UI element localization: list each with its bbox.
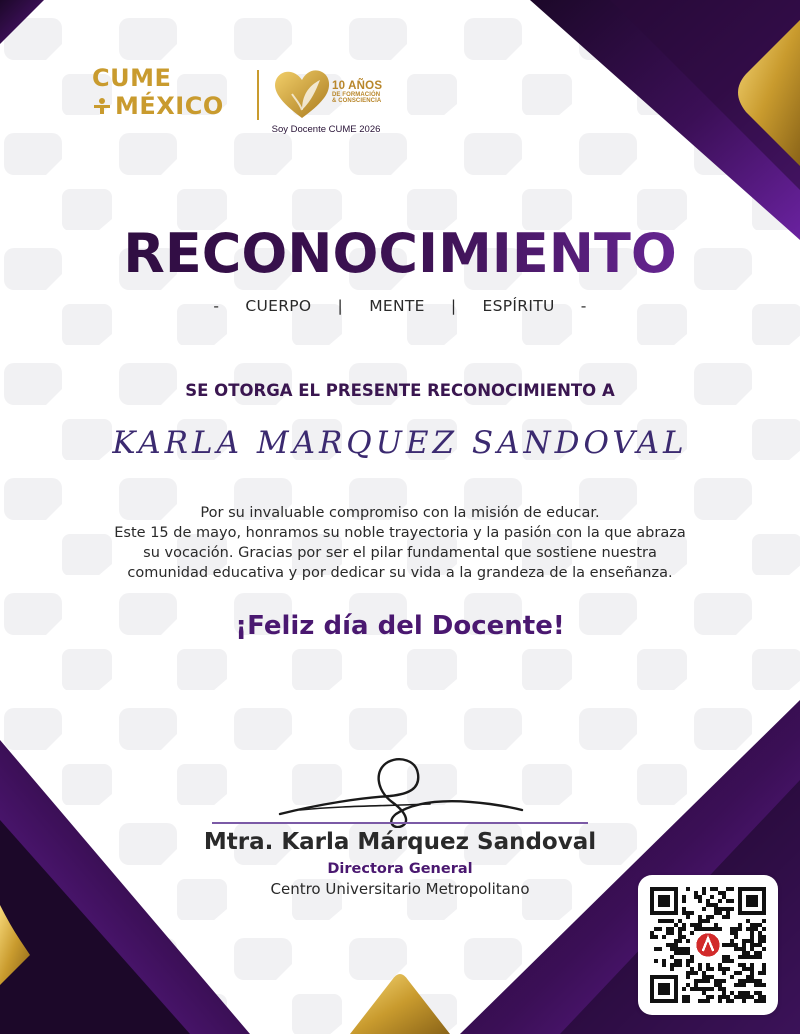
certificate-body: [60, 503, 740, 583]
grant-statement: SE OTORGA EL PRESENTE RECONOCIMIENTO A: [185, 381, 615, 400]
signatory-role: Directora General: [327, 861, 473, 877]
brand-line-2: MÉXICO: [115, 92, 224, 120]
body-line: Por su invaluable compromiso con la misión de educar.: [200, 505, 600, 521]
anniversary-tagline-1: DE FORMACIÓN: [332, 92, 381, 99]
body-line: Este 15 de mayo, honramos su noble trayectoria y la pasión con la que abraza: [114, 525, 686, 541]
body-line: su vocación. Gracias por ser el pilar fundamental que sostiene nuestra: [143, 545, 657, 561]
qr-code-card[interactable]: [638, 875, 778, 1015]
brand-line-1: CUME: [92, 64, 172, 92]
logo-caption: Soy Docente CUME 2026: [271, 124, 381, 135]
anniversary-tagline-2: & CONSCIENCIA: [332, 98, 382, 105]
handwritten-signature: [260, 748, 540, 828]
signatory-organization: Centro Universitario Metropolitano: [270, 880, 530, 898]
cume-mexico-logo: [92, 66, 242, 118]
cume-emblem-icon: [92, 96, 112, 116]
signature-line: [212, 822, 588, 824]
celebration-message: ¡Feliz día del Docente!: [235, 611, 565, 641]
certificate-title: RECONOCIMIENTO: [0, 222, 800, 285]
anniversary-years: 10 AÑOS: [332, 80, 383, 92]
motto: - CUERPO | MENTE | ESPÍRITU -: [213, 297, 587, 315]
logo-divider: [257, 70, 259, 120]
body-line: comunidad educativa y por dedicar su vida a la grandeza de la enseñanza.: [127, 565, 673, 581]
qr-code-icon: [650, 887, 766, 1003]
signatory-name: Mtra. Karla Márquez Sandoval: [203, 829, 597, 855]
heart-leaf-icon: [272, 66, 332, 120]
recipient-name: KARLA MARQUEZ SANDOVAL: [112, 425, 688, 461]
